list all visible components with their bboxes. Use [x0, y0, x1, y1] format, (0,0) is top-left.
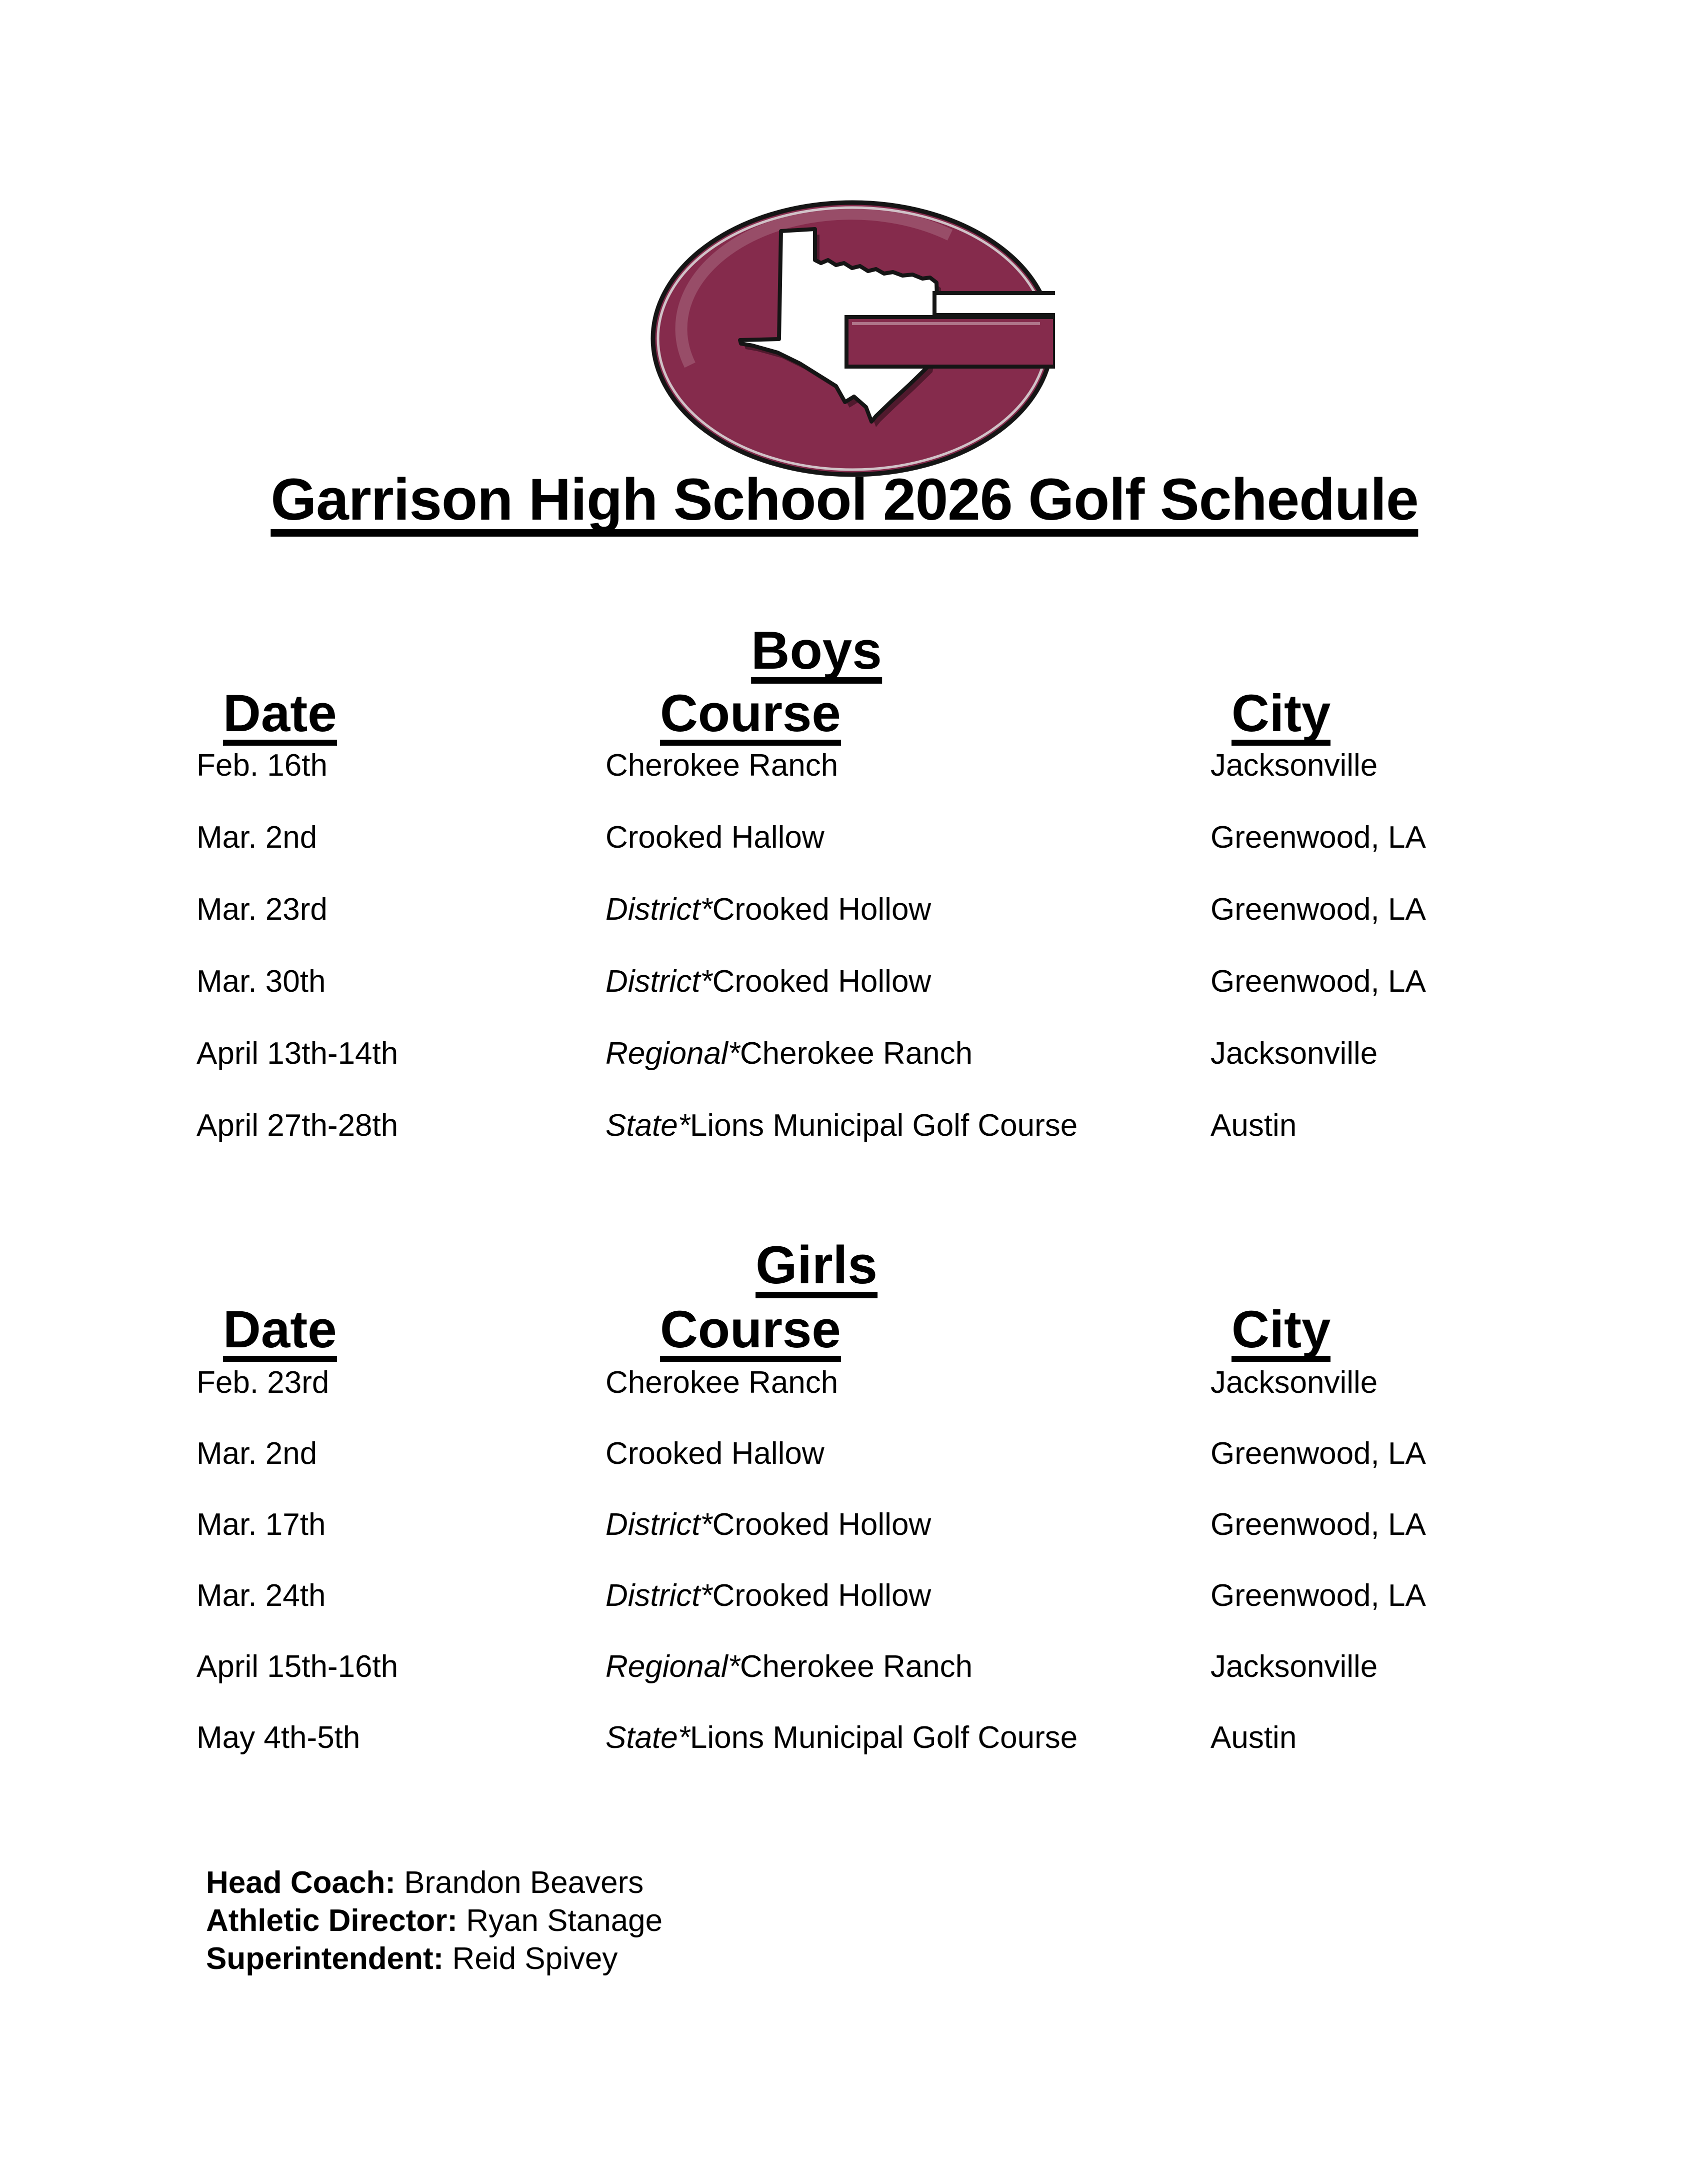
- table-row: [0, 1651, 1700, 1689]
- column-header-date-text: Date: [223, 687, 337, 746]
- table-row: [0, 1438, 1700, 1476]
- cell-date: April 27th-28th: [196, 1108, 398, 1143]
- table-row: [0, 1580, 1700, 1618]
- cell-city: Jacksonville: [1210, 1036, 1378, 1071]
- cell-city: Austin: [1210, 1720, 1297, 1755]
- cell-date: Feb. 16th: [196, 748, 328, 783]
- table-row: [0, 822, 1700, 860]
- course-name: Cherokee Ranch: [740, 1036, 973, 1071]
- column-header-course-text: Course: [660, 1303, 841, 1362]
- cell-city: Greenwood, LA: [1210, 964, 1426, 999]
- cell-date: Mar. 24th: [196, 1578, 326, 1613]
- table-row: [0, 966, 1700, 1004]
- table-row: [0, 894, 1700, 932]
- cell-date: Mar. 23rd: [196, 892, 328, 927]
- school-logo: [650, 200, 1055, 478]
- cell-date: April 15th-16th: [196, 1649, 398, 1684]
- course-name: Crooked Hallow: [606, 1436, 824, 1471]
- column-header-city-text: City: [1232, 687, 1330, 746]
- course-name: Crooked Hollow: [712, 964, 932, 999]
- course-name: Cherokee Ranch: [740, 1649, 973, 1684]
- course-division-prefix: District*: [606, 1578, 712, 1613]
- cell-city: Greenwood, LA: [1210, 1436, 1426, 1471]
- section-heading-girls-text: Girls: [756, 1238, 878, 1298]
- section-heading-boys-text: Boys: [751, 624, 882, 684]
- course-name: Crooked Hollow: [712, 1507, 932, 1542]
- girls-column-header-row: [0, 1300, 1700, 1368]
- column-header-city: [1232, 684, 1331, 746]
- cell-course: [606, 1507, 932, 1542]
- cell-city: Jacksonville: [1210, 1649, 1378, 1684]
- cell-date: Mar. 2nd: [196, 1436, 318, 1471]
- table-row: [0, 1367, 1700, 1405]
- column-header-date: [223, 684, 337, 746]
- cell-course: [606, 1036, 973, 1071]
- cell-date: Mar. 30th: [196, 964, 326, 999]
- footer-value: Reid Spivey: [444, 1941, 618, 1976]
- cell-city: Greenwood, LA: [1210, 892, 1426, 927]
- column-header-city: [1232, 1300, 1331, 1362]
- course-name: Cherokee Ranch: [606, 748, 838, 783]
- cell-date: May 4th-5th: [196, 1720, 360, 1755]
- cell-course: [606, 892, 932, 927]
- column-header-course: [660, 1300, 841, 1362]
- table-row: [0, 1038, 1700, 1076]
- cell-course: [606, 964, 932, 999]
- footer-label: Superintendent:: [206, 1941, 444, 1976]
- logo-g-aperture: [934, 293, 1055, 315]
- cell-city: Austin: [1210, 1108, 1297, 1143]
- page-title: [270, 467, 1418, 537]
- course-division-prefix: Regional*: [606, 1036, 740, 1071]
- column-header-course: [660, 684, 841, 746]
- cell-city: Jacksonville: [1210, 748, 1378, 783]
- section-heading-girls: [756, 1235, 878, 1298]
- course-division-prefix: State*: [606, 1108, 690, 1143]
- cell-city: Greenwood, LA: [1210, 1507, 1426, 1542]
- boys-column-header-row: [0, 684, 1700, 752]
- cell-date: Mar. 17th: [196, 1507, 326, 1542]
- cell-city: Jacksonville: [1210, 1365, 1378, 1400]
- footer-line-superintendent: [206, 1943, 618, 1974]
- course-name: Crooked Hallow: [606, 820, 824, 855]
- footer-value: Ryan Stanage: [457, 1903, 663, 1938]
- column-header-date: [223, 1300, 337, 1362]
- cell-date: Feb. 23rd: [196, 1365, 330, 1400]
- cell-city: Greenwood, LA: [1210, 1578, 1426, 1613]
- cell-course: [606, 1649, 973, 1684]
- cell-city: Greenwood, LA: [1210, 820, 1426, 855]
- cell-course: [606, 1108, 1078, 1143]
- section-heading-boys: [751, 620, 882, 684]
- cell-date: April 13th-14th: [196, 1036, 398, 1071]
- table-row: [0, 750, 1700, 788]
- table-row: [0, 1722, 1700, 1760]
- footer-line-athletic-director: [206, 1905, 662, 1936]
- footer-label: Athletic Director:: [206, 1903, 458, 1938]
- footer-line-head-coach: [206, 1867, 644, 1898]
- course-division-prefix: District*: [606, 1507, 712, 1542]
- course-division-prefix: District*: [606, 892, 712, 927]
- course-name: Crooked Hollow: [712, 1578, 932, 1613]
- course-name: Cherokee Ranch: [606, 1365, 838, 1400]
- cell-course: [606, 1720, 1078, 1755]
- column-header-course-text: Course: [660, 687, 841, 746]
- course-division-prefix: Regional*: [606, 1649, 740, 1684]
- page-title-text: Garrison High School 2026 Golf Schedule: [270, 470, 1418, 537]
- course-division-prefix: State*: [606, 1720, 690, 1755]
- course-division-prefix: District*: [606, 964, 712, 999]
- cell-course: [606, 1578, 932, 1613]
- column-header-date-text: Date: [223, 1303, 337, 1362]
- table-row: [0, 1110, 1700, 1148]
- course-name: Crooked Hollow: [712, 892, 932, 927]
- course-name: Lions Municipal Golf Course: [690, 1720, 1078, 1755]
- footer-value: Brandon Beavers: [395, 1865, 644, 1900]
- course-name: Lions Municipal Golf Course: [690, 1108, 1078, 1143]
- footer-label: Head Coach:: [206, 1865, 396, 1900]
- table-row: [0, 1509, 1700, 1547]
- column-header-city-text: City: [1232, 1303, 1330, 1362]
- cell-date: Mar. 2nd: [196, 820, 318, 855]
